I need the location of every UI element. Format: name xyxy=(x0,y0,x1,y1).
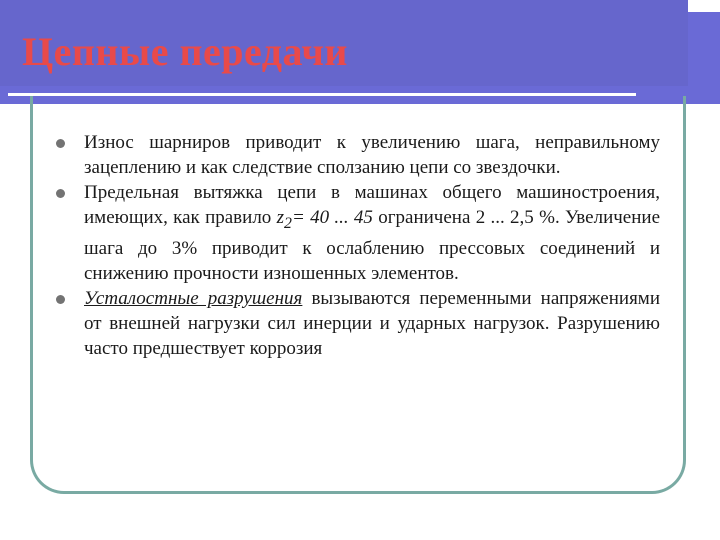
bullet-text: Предельная вытяжка цепи в машинах общего машиностроения, имеющих, как правило xyxy=(84,182,660,228)
formula-z-subscript: 2 xyxy=(284,214,292,232)
bullet-text-continued: ограничена 2 ... 2,5 %. Увеличение шага до 3% приводит к ослаблению прессовых соединений и снижению прочности изношенных элементов. xyxy=(84,207,661,284)
bullet-dot-icon xyxy=(56,189,65,198)
formula-z-value: = 40 ... 45 xyxy=(291,207,373,228)
bullet-dot-icon xyxy=(56,139,65,148)
formula-z xyxy=(276,207,373,232)
bullet-dot-icon xyxy=(56,295,65,304)
list-item xyxy=(84,286,660,361)
bullet-text: Износ шарниров приводит к увеличению шага, неправильному зацеплению и как следствие сползанию цепи со звездочки. xyxy=(84,132,660,178)
list-item xyxy=(84,180,660,286)
bullet-lead-term: Усталостные разрушения xyxy=(84,287,303,309)
formula-z-symbol: z xyxy=(276,207,285,228)
bullet-text: вызываются переменными напряжениями от внешней нагрузки сил инерции и ударных нагрузок. Разрушению часто предшествует коррозия xyxy=(84,287,660,359)
bullet-list xyxy=(84,130,660,361)
list-item xyxy=(84,130,660,180)
slide-title: Цепные передачи xyxy=(22,29,348,74)
